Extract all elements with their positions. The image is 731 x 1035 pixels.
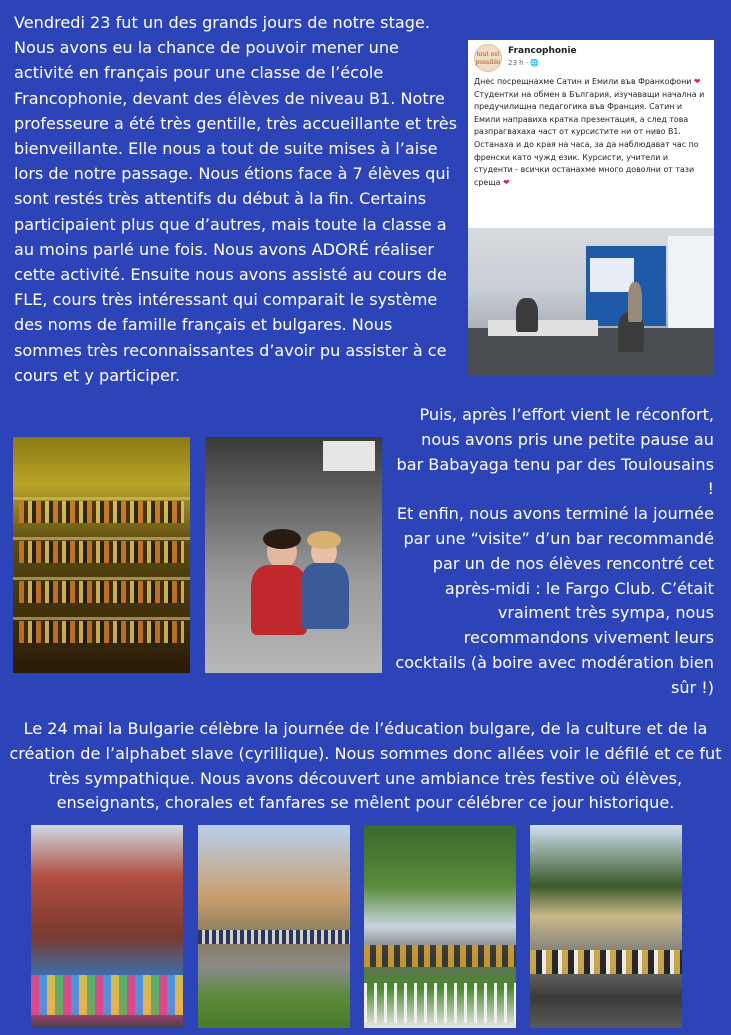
- bar-photo: [13, 437, 190, 673]
- parade-photo-3: [364, 825, 516, 1028]
- heart-icon: ❤: [693, 77, 701, 86]
- globe-icon: 🌐: [530, 59, 539, 67]
- stage-paragraph: Vendredi 23 fut un des grands jours de notre stage. Nous avons eu la chance de pouvoir mener une activité en français pour une classe de l’école Francophonie, devant des élèves de niveau B1. Notre professeure a été très gentille, très accueillante et très bienveillante. Elle nous a tout de suite mises à l’aise lors de notre passage. Nous étions face à 7 élèves qui sont restés très attentifs du début à la fin. Certains participaient plus que d’autres, mais toute la classe a au moins parlé une fois. Nous avons ADORÉ réaliser cette activité. Ensuite nous avons assisté au cours de FLE, cours très intéressant qui comparait le système des noms de famille français et bulgares. Nous sommes très reconnaissantes d’avoir pu assister à ce cours et y participer.: [14, 13, 458, 385]
- post-time: 23 h: [508, 59, 524, 67]
- reconfort-text-2: Et enfin, nous avons terminé la journée par une “visite” d’un bar recommandé par un de nos élèves rencontré cet après-midi : le Fargo Club. C’était vraiment très sympa, nous recommandons vivement leurs cocktails (à boire avec modération bien sûr !): [395, 504, 714, 697]
- parade-photo-4: [530, 825, 682, 1028]
- fete-paragraph: Le 24 mai la Bulgarie célèbre la journée de l’éducation bulgare, de la culture et de la création de l’alphabet slave (cyrillique). Nous sommes donc allées voir le défilé et ce fut très sympathique. Nous avons découvert une ambiance très festive où élèves, enseignants, chorales et fanfares se mêlent pour célébrer ce jour historique.: [9, 719, 722, 813]
- facebook-post-screenshot: [468, 40, 714, 376]
- heart-icon: ❤: [503, 177, 510, 187]
- reconfort-text-1: Puis, après l’effort vient le réconfort, nous avons pris une petite pause au bar Babayaga tenu par des Toulousains !: [396, 405, 714, 499]
- parade-photo-1: [31, 825, 183, 1028]
- selfie-photo: [205, 437, 382, 673]
- post-text-line-1: Днес посрещнахме Сатин и Емили във Франкофони: [474, 77, 692, 86]
- facebook-post-header: [474, 44, 708, 74]
- post-meta: [508, 59, 539, 67]
- post-text-body: Студентки на обмен в България, изучаващи начална и предучилищна педагогика във Франция. Сатин и Емили направиха кратка презентация, а след това разпрагвахаха част от курсистите ни от ниво B1. Останаха и до края на часа, за да наблюдават час по френски като чужд език. Курсисти, учители и студенти - всички останахме много доволни от тази среща: [474, 89, 705, 187]
- parade-photo-2: [198, 825, 350, 1028]
- page-name: Francophonie: [508, 46, 577, 56]
- classroom-photo: [468, 228, 714, 376]
- reconfort-paragraph: [392, 403, 714, 701]
- page-avatar: tout est possible: [474, 44, 502, 72]
- meta-separator: ·: [525, 59, 529, 67]
- post-text: [474, 76, 708, 189]
